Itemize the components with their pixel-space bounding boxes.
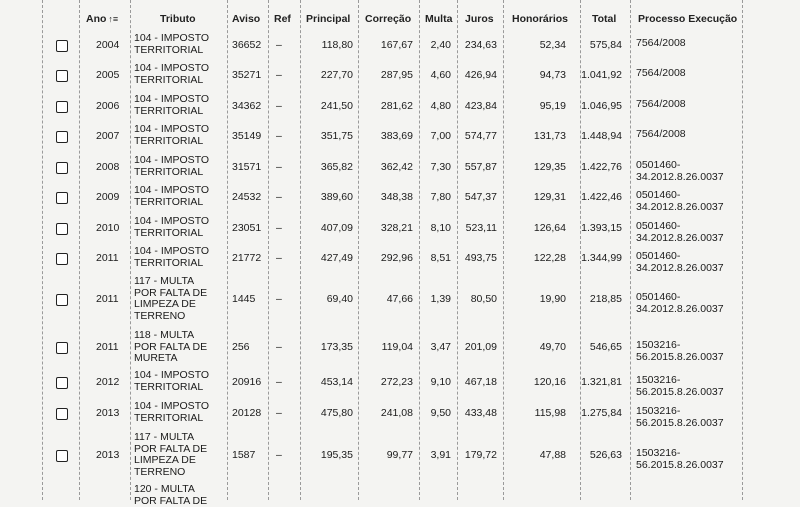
principal-cell: 427,49	[320, 251, 353, 264]
ref-cell: –	[276, 221, 282, 234]
ref-cell: –	[276, 129, 282, 142]
juros-cell: 179,72	[464, 449, 497, 461]
processo-cell: 1503216- 56.2015.8.26.0037	[636, 447, 724, 471]
column-divider	[130, 0, 131, 500]
ano-cell: 2009	[96, 190, 120, 203]
juros-cell: 547,37	[464, 190, 497, 203]
multa-cell: 8,10	[430, 221, 451, 234]
column-divider	[268, 0, 269, 500]
column-divider	[300, 0, 301, 500]
juros-cell: 201,09	[464, 341, 497, 354]
tributo-cell: 117 - MULTA POR FALTA DE LIMPEZA DE TERRENO	[134, 275, 208, 322]
table-header	[0, 6, 800, 32]
tributo-cell: 104 - IMPOSTO TERRITORIAL	[134, 154, 210, 178]
processo-cell: 7564/2008	[636, 127, 686, 140]
principal-cell: 118,80	[321, 38, 353, 51]
row-checkbox[interactable]	[56, 294, 68, 306]
col-ano-header[interactable]: Ano ↑≡	[86, 13, 119, 25]
column-divider	[227, 0, 228, 500]
juros-cell: 493,75	[464, 251, 497, 264]
aviso-cell: 20916	[232, 375, 262, 388]
total-cell: 1.041,92	[581, 68, 622, 81]
sort-ascending-icon[interactable]: ↑≡	[108, 14, 119, 24]
processo-cell: 0501460- 34.2012.8.26.0037	[636, 291, 724, 315]
tributo-cell: 104 - IMPOSTO TERRITORIAL	[134, 215, 210, 239]
juros-cell: 433,48	[464, 406, 497, 419]
ref-cell: –	[276, 38, 282, 51]
aviso-cell: 31571	[232, 160, 262, 173]
column-divider	[79, 0, 80, 500]
total-cell: 1.422,76	[581, 160, 622, 173]
ref-cell: –	[276, 449, 282, 461]
multa-cell: 7,00	[430, 129, 451, 142]
aviso-cell: 24532	[232, 190, 262, 203]
ref-cell: –	[276, 375, 282, 388]
honorarios-cell: 129,31	[533, 190, 566, 203]
juros-cell: 467,18	[464, 375, 497, 388]
column-divider	[503, 0, 504, 500]
juros-cell: 234,63	[464, 38, 497, 51]
ref-cell: –	[276, 341, 282, 354]
ref-cell: –	[276, 68, 282, 81]
correcao-cell: 99,77	[386, 449, 413, 461]
column-divider	[42, 0, 43, 500]
ano-cell: 2004	[96, 38, 120, 51]
column-divider	[457, 0, 458, 500]
processo-cell: 0501460- 34.2012.8.26.0037	[636, 219, 724, 244]
correcao-cell: 272,23	[380, 375, 413, 388]
row-checkbox[interactable]	[56, 40, 68, 52]
multa-cell: 4,80	[430, 99, 451, 112]
total-cell: 1.344,99	[581, 251, 622, 264]
row-checkbox[interactable]	[56, 408, 68, 420]
row-checkbox[interactable]	[56, 223, 68, 235]
tributo-cell: 117 - MULTA POR FALTA DE LIMPEZA DE TERRENO	[134, 431, 208, 478]
col-processo-header[interactable]: Processo Execução	[638, 13, 738, 25]
juros-cell: 523,11	[465, 221, 497, 234]
correcao-cell: 241,08	[380, 406, 413, 419]
multa-cell: 3,91	[430, 449, 451, 461]
ano-cell: 2005	[96, 68, 120, 81]
honorarios-cell: 94,73	[539, 68, 566, 81]
honorarios-cell: 126,64	[533, 221, 566, 234]
honorarios-cell: 52,34	[539, 38, 566, 51]
juros-cell: 426,94	[464, 68, 497, 81]
row-checkbox[interactable]	[56, 192, 68, 204]
processo-cell: 1503216- 56.2015.8.26.0037	[636, 404, 724, 429]
column-divider	[419, 0, 420, 500]
ref-cell: –	[276, 406, 282, 419]
row-checkbox[interactable]	[56, 162, 68, 174]
multa-cell: 8,51	[430, 251, 451, 264]
total-cell: 1.046,95	[581, 99, 622, 112]
column-divider	[358, 0, 359, 500]
ano-cell: 2010	[96, 221, 120, 234]
juros-cell: 574,77	[464, 129, 497, 142]
ref-cell: –	[276, 160, 282, 173]
aviso-cell: 256	[232, 341, 250, 354]
principal-cell: 389,60	[320, 190, 353, 203]
processo-cell: 1503216- 56.2015.8.26.0037	[636, 339, 724, 364]
processo-cell: 0501460- 34.2012.8.26.0037	[636, 158, 724, 183]
ref-cell: –	[276, 251, 282, 264]
total-cell: 1.422,46	[581, 190, 622, 203]
tributo-cell: 120 - MULTA POR FALTA DE	[134, 483, 208, 507]
multa-cell: 7,80	[430, 190, 451, 203]
row-checkbox[interactable]	[56, 342, 68, 354]
correcao-cell: 281,62	[380, 99, 413, 112]
total-cell: 1.275,84	[581, 406, 622, 419]
aviso-cell: 1445	[232, 293, 256, 305]
correcao-cell: 47,66	[386, 293, 413, 305]
row-checkbox[interactable]	[56, 377, 68, 389]
ref-cell: –	[276, 190, 282, 203]
total-cell: 1.321,81	[581, 375, 622, 388]
col-aviso-header[interactable]: Aviso	[232, 13, 261, 25]
ano-cell: 2011	[96, 293, 119, 305]
tributo-cell: 104 - IMPOSTO TERRITORIAL	[134, 369, 210, 393]
ano-cell: 2013	[96, 406, 120, 419]
principal-cell: 475,80	[320, 406, 353, 419]
ano-cell: 2011	[96, 341, 119, 354]
tributo-cell: 104 - IMPOSTO TERRITORIAL	[134, 32, 210, 56]
juros-cell: 423,84	[464, 99, 497, 112]
tributo-cell: 104 - IMPOSTO TERRITORIAL	[134, 93, 210, 117]
juros-cell: 80,50	[470, 293, 497, 305]
aviso-cell: 20128	[232, 406, 262, 419]
honorarios-cell: 115,98	[534, 406, 566, 419]
multa-cell: 1,39	[430, 293, 451, 305]
multa-cell: 7,30	[430, 160, 451, 173]
principal-cell: 195,35	[320, 449, 353, 461]
honorarios-cell: 120,16	[533, 375, 566, 388]
ano-cell: 2006	[96, 99, 120, 112]
ano-cell: 2008	[96, 160, 120, 173]
honorarios-cell: 129,35	[533, 160, 566, 173]
total-cell: 218,85	[589, 293, 622, 305]
aviso-cell: 21772	[232, 251, 262, 264]
col-ref-header[interactable]: Ref	[274, 13, 291, 25]
ano-cell: 2012	[96, 375, 120, 388]
principal-cell: 227,70	[320, 68, 353, 81]
processo-cell: 0501460- 34.2012.8.26.0037	[636, 249, 724, 274]
multa-cell: 9,50	[430, 406, 451, 419]
processo-cell: 0501460- 34.2012.8.26.0037	[636, 188, 724, 213]
honorarios-cell: 95,19	[539, 99, 566, 112]
processo-cell: 1503216- 56.2015.8.26.0037	[636, 373, 724, 398]
correcao-cell: 292,96	[380, 251, 413, 264]
correcao-cell: 287,95	[380, 68, 413, 81]
aviso-cell: 35271	[232, 68, 262, 81]
aviso-cell: 1587	[232, 449, 256, 461]
col-principal-header[interactable]: Principal	[306, 13, 351, 25]
ano-cell: 2013	[96, 449, 120, 461]
aviso-cell: 35149	[232, 129, 262, 142]
processo-cell: 7564/2008	[636, 97, 686, 110]
principal-cell: 453,14	[320, 375, 353, 388]
row-checkbox[interactable]	[56, 131, 68, 143]
honorarios-cell: 49,70	[539, 341, 566, 354]
correcao-cell: 328,21	[380, 221, 413, 234]
multa-cell: 3,47	[430, 341, 451, 354]
principal-cell: 241,50	[320, 99, 353, 112]
correcao-cell: 362,42	[380, 160, 413, 173]
aviso-cell: 23051	[232, 221, 262, 234]
tributo-cell: 104 - IMPOSTO TERRITORIAL	[134, 123, 210, 147]
total-cell: 1.448,94	[581, 129, 622, 142]
aviso-cell: 36652	[232, 38, 262, 51]
multa-cell: 4,60	[430, 68, 451, 81]
row-checkbox[interactable]	[56, 450, 68, 462]
processo-cell: 7564/2008	[636, 36, 686, 49]
total-cell: 526,63	[589, 449, 622, 461]
correcao-cell: 348,38	[380, 190, 413, 203]
ano-cell: 2011	[96, 251, 119, 264]
col-honorarios-header[interactable]: Honorários	[512, 13, 569, 25]
tributo-cell: 104 - IMPOSTO TERRITORIAL	[134, 62, 210, 86]
principal-cell: 173,35	[320, 341, 353, 354]
col-correcao-header[interactable]: Correção	[365, 13, 412, 25]
tributo-cell: 104 - IMPOSTO TERRITORIAL	[134, 400, 210, 424]
col-juros-header[interactable]: Juros	[465, 13, 494, 25]
tributo-cell: 118 - MULTA POR FALTA DE MURETA	[134, 329, 208, 364]
principal-cell: 365,82	[320, 160, 353, 173]
multa-cell: 2,40	[430, 38, 451, 51]
row-checkbox[interactable]	[56, 101, 68, 113]
correcao-cell: 167,67	[380, 38, 413, 51]
column-divider	[742, 0, 743, 500]
ano-cell: 2007	[96, 129, 120, 142]
honorarios-cell: 47,88	[539, 449, 566, 461]
tributo-cell: 104 - IMPOSTO TERRITORIAL	[134, 245, 210, 269]
principal-cell: 69,40	[326, 293, 353, 305]
multa-cell: 9,10	[430, 375, 451, 388]
row-checkbox[interactable]	[56, 253, 68, 265]
juros-cell: 557,87	[464, 160, 497, 173]
honorarios-cell: 19,90	[539, 293, 566, 305]
total-cell: 546,65	[589, 341, 622, 354]
col-tributo-header[interactable]: Tributo	[160, 13, 196, 25]
total-cell: 575,84	[589, 38, 622, 51]
honorarios-cell: 131,73	[533, 129, 566, 142]
honorarios-cell: 122,28	[533, 251, 566, 264]
col-total-header[interactable]: Total	[592, 13, 617, 25]
processo-cell: 7564/2008	[636, 66, 686, 79]
principal-cell: 407,09	[320, 221, 353, 234]
ref-cell: –	[276, 99, 282, 112]
row-checkbox[interactable]	[56, 70, 68, 82]
column-divider	[630, 0, 631, 500]
correcao-cell: 119,04	[381, 341, 413, 354]
total-cell: 1.393,15	[581, 221, 622, 234]
aviso-cell: 34362	[232, 99, 262, 112]
correcao-cell: 383,69	[380, 129, 413, 142]
col-multa-header[interactable]: Multa	[425, 13, 453, 25]
ref-cell: –	[276, 293, 282, 305]
tributo-cell: 104 - IMPOSTO TERRITORIAL	[134, 184, 210, 208]
principal-cell: 351,75	[320, 129, 353, 142]
